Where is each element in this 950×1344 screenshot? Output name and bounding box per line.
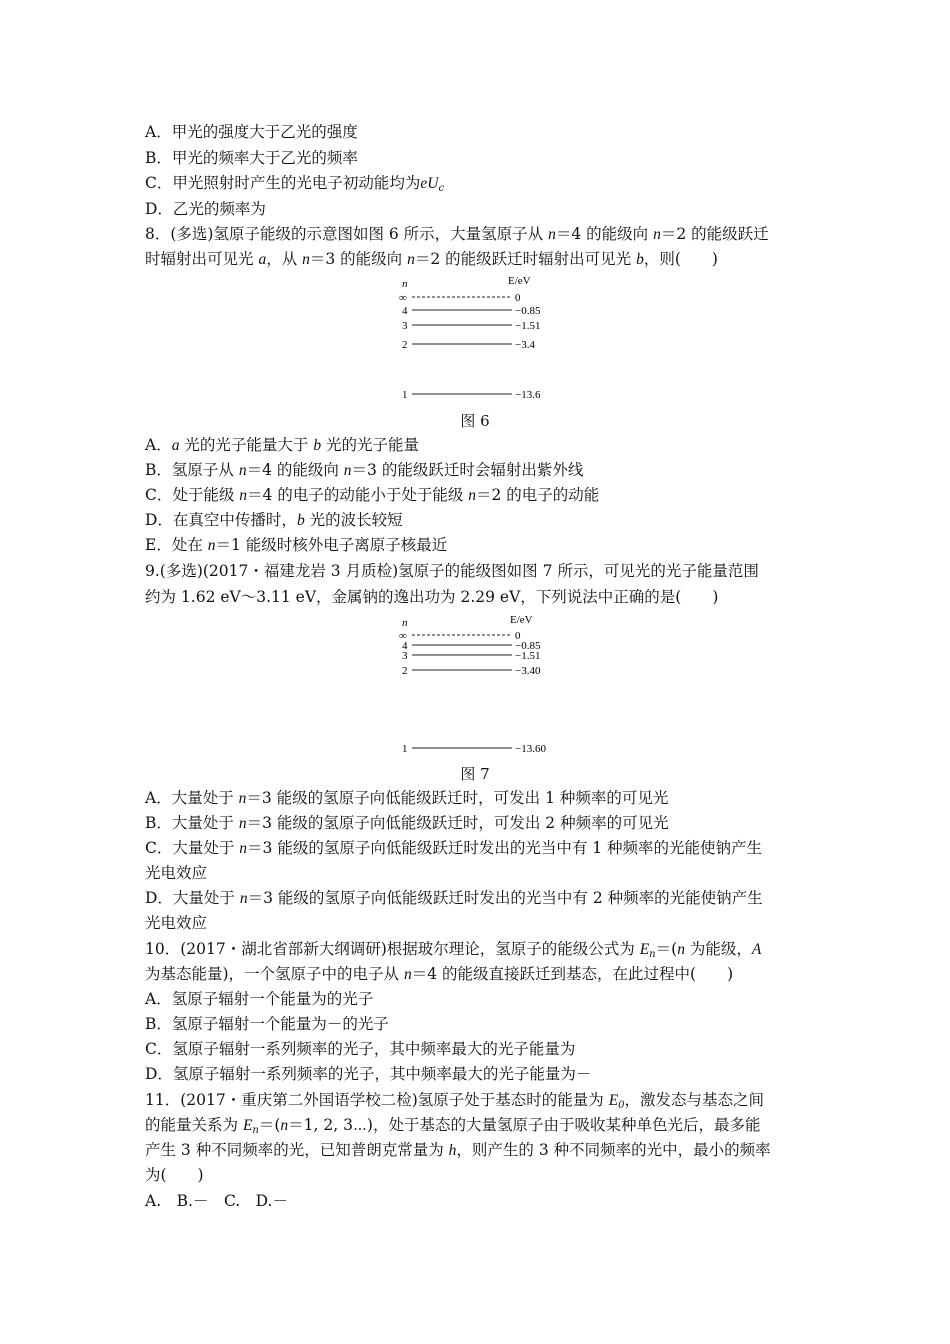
fig7-level-label-inf: ∞ (399, 630, 407, 642)
q9-stem-line1: 9.(多选)(2017・福建龙岩 3 月质检)氢原子的能级图如图 7 所示，可见光的光子能量范围 (145, 562, 759, 580)
fig6-axis-n: n (402, 278, 408, 290)
fig6-level-label-3: 3 (402, 320, 408, 332)
q11-stem-line4: 为( ) (145, 1166, 204, 1184)
q10-option-a: A．氢原子辐射一个能量为的光子 (145, 990, 374, 1008)
q10-option-d: D．氢原子辐射一系列频率的光子，其中频率最大的光子能量为－ (145, 1065, 592, 1083)
q9-option-d: D．大量处于 n＝3 能级的氢原子向低能级跃迁时发出的光当中有 2 种频率的光能使钠产生 (145, 889, 763, 907)
fig7-axis-e: E/eV (510, 614, 533, 626)
q9-option-d-line2: 光电效应 (145, 914, 208, 932)
fig6-level-label-1: 1 (402, 389, 408, 401)
q7-option-a: A．甲光的强度大于乙光的强度 (145, 123, 358, 141)
fig7-level-value-2: −3.40 (515, 665, 541, 677)
q9-option-c: C．大量处于 n＝3 能级的氢原子向低能级跃迁时发出的光当中有 1 种频率的光能使钠产生 (145, 839, 763, 857)
fig7-level-value-3: −1.51 (515, 650, 541, 662)
q7-option-c-var: eU (420, 175, 439, 192)
fig7-level-label-1: 1 (402, 743, 408, 755)
fig7-level-label-3: 3 (402, 650, 408, 662)
fig7-caption: 图 7 (460, 765, 490, 783)
fig6-caption: 图 6 (460, 412, 490, 430)
q7-option-c-sub: c (438, 183, 445, 194)
energy-level-diagram-fig7 (390, 612, 565, 762)
q9-stem-line2: 约为 1.62 eV～3.11 eV，金属钠的逸出功为 2.29 eV，下列说法中正确的是( ) (145, 588, 719, 606)
fig7-level-value-inf: 0 (515, 630, 521, 642)
q7-option-b: B．甲光的频率大于乙光的频率 (145, 149, 358, 167)
q9-option-b: B．大量处于 n＝3 能级的氢原子向低能级跃迁时，可发出 2 种频率的可见光 (145, 814, 669, 832)
fig6-level-value-1: −13.6 (515, 389, 541, 401)
q8-stem-line1: 8．(多选)氢原子能级的示意图如图 6 所示，大量氢原子从 n＝4 的能级向 n＝2 的能级跃迁 (145, 225, 769, 243)
q11-stem-line1: 11．(2017・重庆第二外国语学校二检)氢原子处于基态时的能量为 $E_0$，激发态与基态之间 (145, 1091, 765, 1111)
fig7-level-value-4: −0.85 (515, 640, 541, 652)
q8-option-a: A．a 光的光子能量大于 b 光的光子能量 (145, 436, 419, 454)
q11-stem-line3: 产生 3 种不同频率的光，已知普朗克常量为 h，则产生的 3 种不同频率的光中，最小的频率 (145, 1141, 771, 1159)
fig6-level-label-4: 4 (402, 305, 408, 317)
q8-option-c: C．处于能级 n＝4 的电子的动能小于处于能级 n＝2 的电子的动能 (145, 486, 600, 504)
energy-level-diagram-fig6 (390, 274, 560, 404)
fig7-level-label-2: 2 (402, 665, 408, 677)
q8-option-d: D．在真空中传播时，b 光的波长较短 (145, 511, 403, 529)
fig6-level-value-2: −3.4 (515, 339, 535, 351)
q10-stem-line1: 10．(2017・湖北省部新大纲调研)根据玻尔理论，氢原子的能级公式为 $E_n=(n$ 为能级，A (145, 940, 762, 960)
q10-option-b: B．氢原子辐射一个能量为－的光子 (145, 1015, 389, 1033)
q8-stem-line2: 时辐射出可见光 a，从 n＝3 的能级向 n＝2 的能级跃迁时辐射出可见光 b，则( ) (145, 250, 718, 268)
fig6-axis-e: E/eV (508, 275, 531, 287)
q10-option-c: C．氢原子辐射一系列频率的光子，其中频率最大的光子能量为 (145, 1040, 576, 1058)
q8-option-b: B．氢原子从 n＝4 的能级向 n＝3 的能级跃迁时会辐射出紫外线 (145, 461, 584, 479)
fig6-level-value-4: −0.85 (515, 305, 541, 317)
fig6-level-value-3: −1.51 (515, 320, 541, 332)
q11-stem-line2: 的能量关系为 $E_n=(n=1$, 2, 3⋯)，处于基态的大量氢原子由于吸收某种单色光后，最多能 (145, 1116, 761, 1136)
q7-option-c (145, 172, 444, 200)
q7-option-c-text: C．甲光照射时产生的光电子初动能均为 (145, 174, 421, 192)
fig7-level-label-4: 4 (402, 640, 408, 652)
q8-option-e: E．处在 n＝1 能级时核外电子离原子核最近 (145, 536, 448, 554)
q7-option-d: D．乙光的频率为 (145, 200, 266, 218)
q9-option-a: A．大量处于 n＝3 能级的氢原子向低能级跃迁时，可发出 1 种频率的可见光 (145, 789, 669, 807)
q10-stem-line2: 为基态能量)，一个氢原子中的电子从 n＝4 的能级直接跃迁到基态，在此过程中( ) (145, 965, 734, 983)
q11-options: A. B.－ C. D.－ (145, 1192, 288, 1210)
fig7-level-value-1: −13.60 (515, 743, 546, 755)
fig6-level-value-inf: 0 (515, 292, 521, 304)
fig6-level-label-inf: ∞ (399, 292, 407, 304)
fig7-axis-n: n (402, 617, 408, 629)
q9-option-c-line2: 光电效应 (145, 864, 208, 882)
fig6-level-label-2: 2 (402, 339, 408, 351)
